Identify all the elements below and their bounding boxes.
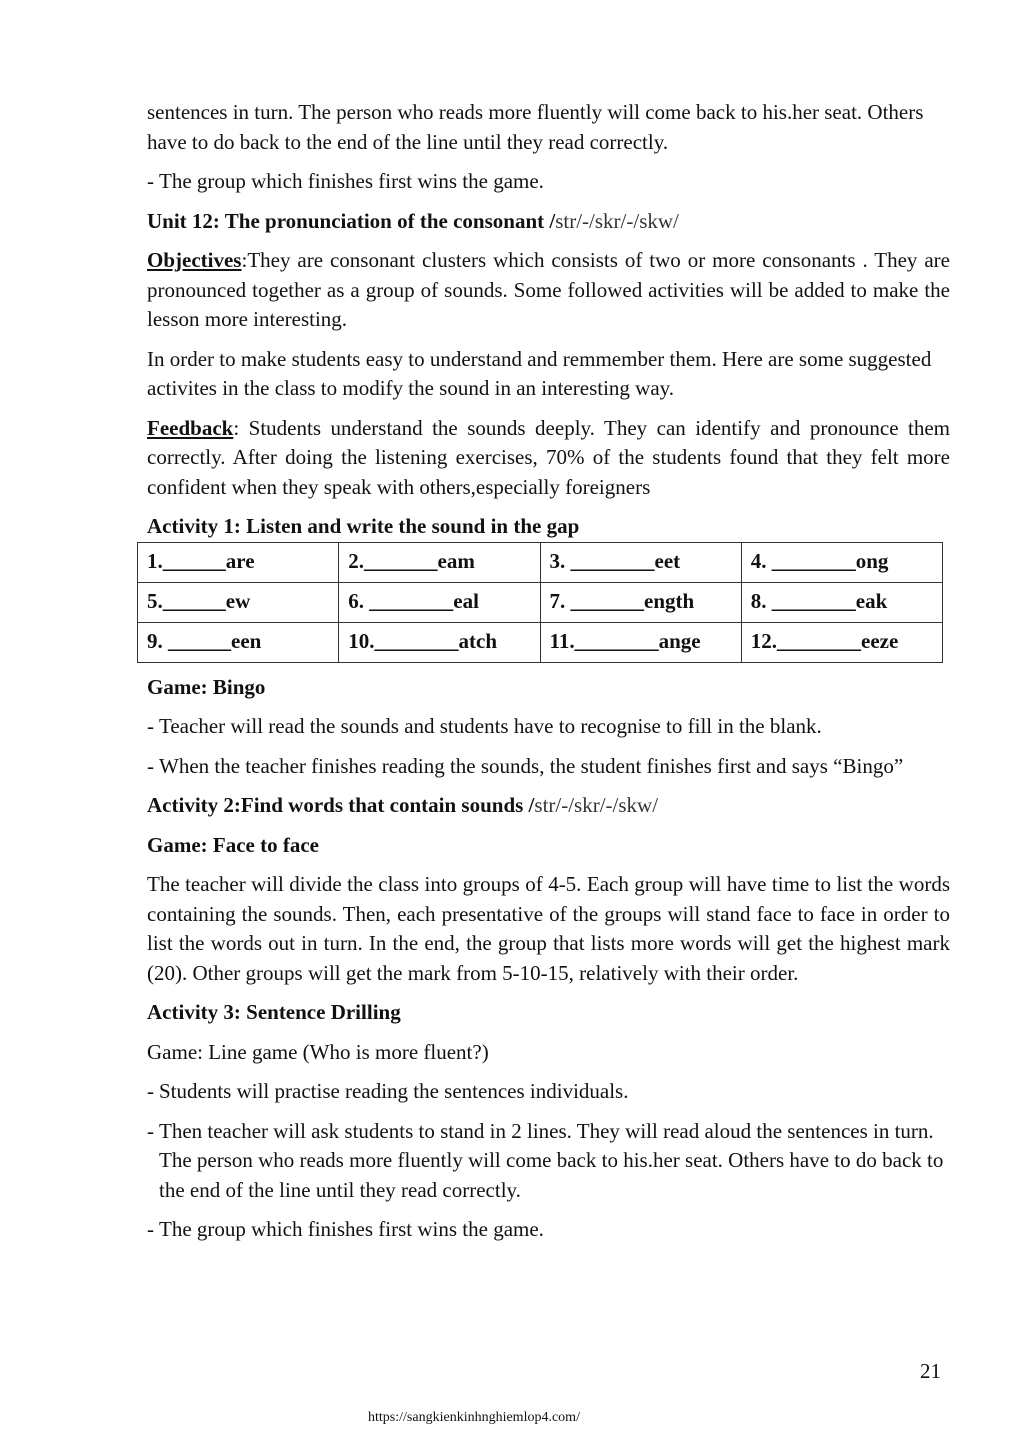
game1-bullet [147,752,950,782]
bullet-text: The group which finishes first wins the game. [159,169,544,193]
table-cell: 11.________ange [540,622,741,662]
order-paragraph: In order to make students easy to understand and remmember them. Here are some suggested activites in the class to modify the sound in an interesting way. [147,346,932,400]
footer-url[interactable]: https://sangkienkinhnghiemlop4.com/ [368,1410,580,1425]
table-cell: 4. ________ong [741,542,942,582]
table-cell: 5.______ew [138,582,339,622]
table-row [138,622,943,662]
unit-title [147,207,950,237]
bullet-dash: - [147,1118,154,1143]
bullet-text: Then teacher will ask students to stand in 2 lines. They will read aloud the sentences in turn. The person who reads more fluently will come back to his.her seat. Others have to do back to the end of the line until they read correctly. [159,1118,944,1202]
activity2-title-text: Activity 2:Find words that contain sounds / [147,793,535,817]
objectives-label: Objectives [147,248,242,272]
game1-title: Game: Bingo [147,674,266,699]
game3-title: Game: Line game (Who is more fluent?) [147,1039,489,1064]
game1-bullet [147,712,950,742]
game2-text: The teacher will divide the class into groups of 4-5. Each group will have time to list the words containing the sounds. Then, each presentative of the groups will stand face to face in order to list the words out in turn. In the end, the group that lists more words will get the highest mark (20). Other groups will get the mark from 5-10-15, relatively with their order. [147,872,950,985]
bullet-text: When the teacher finishes reading the sounds, the student finishes first and says “Bingo” [159,753,904,778]
bullet-dash: - [147,753,154,778]
bullet-text: The group which finishes first wins the game. [159,1217,544,1241]
bullet-dash: - [147,169,154,193]
bullet-text: Teacher will read the sounds and students have to recognise to fill in the blank. [159,714,822,738]
table-cell: 6. ________eal [339,582,540,622]
page-number: 21 [920,1359,941,1383]
table-cell: 3. ________eet [540,542,741,582]
activity1-table [137,542,943,663]
unit-title-ipa: str/-/skr/-/skw/ [555,208,679,233]
feedback-paragraph [147,414,950,503]
activity2-title-ipa: str/-/skr/-/skw/ [534,793,659,817]
game3-bullet [147,1077,950,1107]
feedback-label: Feedback [147,415,234,440]
bullet-dash: - [147,714,154,738]
bullet-text: Students will practise reading the sentences individuals. [159,1079,629,1103]
top-bullet [147,167,950,197]
table-cell: 9. ______een [138,622,339,662]
table-cell: 7. _______ength [540,582,741,622]
game3-bullet [147,1117,950,1206]
activity2-title [147,791,950,821]
top-paragraph: sentences in turn. The person who reads more fluently will come back to his.her seat. Others have to do back to the end of the line until they read correctly. [147,100,924,154]
activity3-title: Activity 3: Sentence Drilling [147,1000,401,1024]
table-cell: 8. ________eak [741,582,942,622]
table-cell: 12.________eeze [741,622,942,662]
unit-title-text: Unit 12: The pronunciation of the consonant / [147,208,556,233]
objectives-paragraph [147,246,950,335]
activity1-title: Activity 1: Listen and write the sound in the gap [147,514,580,538]
table-row [138,542,943,582]
game3-bullet [147,1215,950,1245]
table-row [138,582,943,622]
bullet-dash: - [147,1217,154,1241]
game2-title: Game: Face to face [147,832,319,857]
table-cell: 1.______are [138,542,339,582]
feedback-text: : Students understand the sounds deeply. They can identify and pronounce them correctly. After doing the listening exercises, 70% of the students found that they felt more confident when they speak with others,especially foreigners [147,415,950,499]
table-cell: 10.________atch [339,622,540,662]
bullet-dash: - [147,1079,154,1103]
objectives-text: :They are consonant clusters which consists of two or more consonants . They are pronounced together as a group of sounds. Some followed activities will be added to make the lesson more interesting. [147,248,950,331]
table-cell: 2._______eam [339,542,540,582]
document-page [147,98,950,1255]
